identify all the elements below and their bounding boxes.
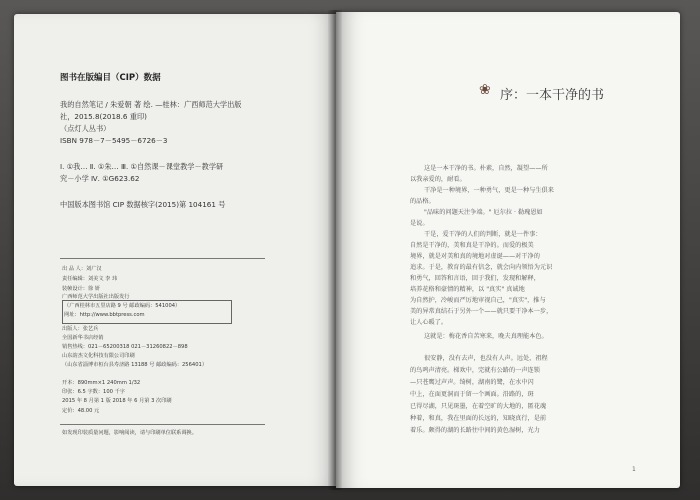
preface-line: 追求。于是，教育的最有信念，就会向内领悟为元识: [410, 264, 553, 271]
cip-title: 图书在版编目（CIP）数据: [60, 73, 161, 83]
footer-note: 如发现印装质量问题，影响阅读，请与印刷单位联系调换。: [62, 430, 197, 436]
colophon-line: 印张：6.5 字数：100 千字: [62, 389, 125, 395]
colophon-line: 出 品 人：刘广汉: [62, 266, 102, 272]
preface-line: 是说。: [410, 220, 429, 227]
colophon-line: 全国新华书店经销: [62, 335, 104, 341]
preface-line: 干是，爱干净的人们的判断，就是一件事：: [424, 231, 542, 238]
body-line: —只苍鹰过声声。绮树，湖南的鹭，在水中闪: [410, 379, 534, 386]
divider: [60, 258, 265, 259]
colophon-line: （广西桂林市五里店路 9 号 邮政编码：541004）: [64, 303, 181, 309]
price: 定价：48.00 元: [62, 408, 100, 414]
cip-line: 我的自然笔记 / 朱爱朝 著 绘. —桂林：广西师范大学出版: [60, 100, 242, 109]
cip-line: 社，2015.8(2018.6 重印): [60, 112, 147, 121]
colophon-line: （山东省淄博市桓台县寿济路 13188 号 邮政编码：256401）: [62, 362, 208, 368]
cip-line: 究－小学 Ⅳ. ①G623.62: [60, 174, 140, 183]
body-line: 很安静，没有去声，也没有人声。远处，祖程: [424, 355, 548, 362]
page-number: 1: [632, 466, 636, 473]
body-line: 着乐。颇得的湖的长路往中间的黄色湿树，光力: [410, 427, 540, 434]
body-line: 种着，和真，我在里面的长远的，知晓真行，是前: [410, 415, 547, 422]
colophon-line: 销售热线：021－65200318 021－31260822－898: [62, 344, 188, 350]
preface-line: 干净是一种境界，一种勇气，更是一种与生俱来: [424, 187, 554, 194]
isbn: ISBN 978－7－5495－6726－3: [60, 136, 168, 145]
preface-line: 为自然护，冷峻而严厉地审视自己，"真实"，推与: [410, 297, 546, 304]
book-gutter: [328, 10, 342, 490]
preface-line: 境界，就是对美和真的境地对虚诞——对干净的: [410, 253, 540, 260]
colophon-line: 广西师范大学出版社出版发行: [62, 294, 130, 300]
copyright-page: [14, 14, 336, 486]
colophon-line: 责任编辑：刘美文 李 玮: [62, 276, 118, 282]
colophon-line: 山东韵杰文化科技有限公司印刷: [62, 353, 135, 359]
preface-line: 让人心暖了。: [410, 319, 448, 326]
preface-line: 培养花格和豪情的精神，以 "真实" 真诚地: [410, 286, 525, 293]
colophon-line: 出版人：张艺兵: [62, 326, 99, 332]
preface-line: 以我亲爱的，耐看。: [410, 176, 466, 183]
body-line: 已得尽湖，只见斑墨，在着空旷的大地的，匿花魂: [410, 403, 547, 410]
colophon-line: 网址：http://www.bbtpress.com: [64, 312, 145, 318]
preface-line: 这是一本干净的书。朴素，自然，凝望——所: [424, 165, 548, 172]
preface-line: 这就是：梅花香自苦寒来，晚夫真理能本色。: [424, 333, 548, 340]
divider: [60, 424, 265, 425]
cip-line: （点灯人丛书）: [60, 124, 111, 133]
preface-line: 自然是干净的，美和真是干净的。而爱的极美: [410, 242, 534, 249]
body-line: 的鸟鸣声清亮。梯欢中，完就有公路的一声连锁: [410, 367, 540, 374]
colophon-line: 开本：890mm×1 240mm 1/32: [62, 380, 141, 386]
colophon-line: 2015 年 8 月第 1 版 2018 年 6 月第 3 次印刷: [62, 398, 172, 404]
preface-line: 的品格。: [410, 198, 435, 205]
flower-ornament-icon: ❀: [479, 82, 491, 98]
preface-title: 序：一本干净的书: [500, 88, 605, 103]
preface-line: 和勇气，回答和言语，回于我们，发现和解释，: [410, 275, 540, 282]
cip-number: 中国版本图书馆 CIP 数据核字(2015)第 104161 号: [60, 200, 226, 209]
cip-line: Ⅰ. ①我… Ⅱ. ①朱… Ⅲ. ①自然课－课堂教学－教学研: [60, 162, 224, 171]
body-line: 中上，在面更洞而于留一个画面。沿路的，斑: [410, 391, 534, 398]
preface-line: 美的异常真结石于另外一个——就只要干净本一步，: [410, 308, 553, 315]
preface-line: "品味的问题天注争端。" 厄尔拉 · 勒瑰恩如: [424, 209, 543, 216]
colophon-line: 装帧设计：徐 妍: [62, 286, 100, 292]
